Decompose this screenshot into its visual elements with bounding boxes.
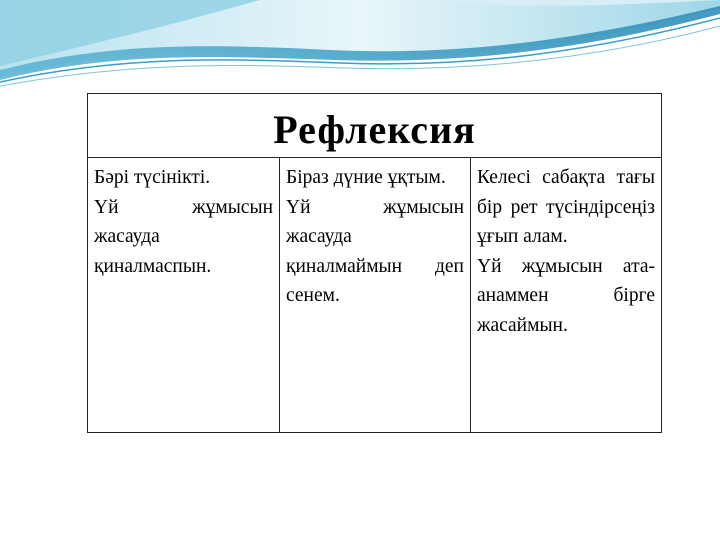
table-cells-row: [88, 158, 661, 432]
cell-text: Келесі сабақта тағы бір рет түсіндірсеңіз ұғып алам.: [477, 167, 655, 247]
cell-text: Бәрі түсінікті.: [94, 167, 211, 188]
reflection-table: [87, 93, 662, 433]
decorative-wave-header: [0, 0, 720, 90]
cell-text: Үй жұмысын жасауда қиналмаймын деп сенем.: [286, 196, 464, 306]
table-cell-understood: [88, 158, 279, 432]
table-cell-need-explanation: [470, 158, 661, 432]
table-cell-partially-understood: [279, 158, 470, 432]
cell-text: Үй жұмысын ата-анаммен бірге жасаймын.: [477, 255, 655, 336]
cell-text: Біраз дүние ұқтым.: [286, 167, 446, 188]
cell-text: Үй жұмысын жасауда қиналмаспын.: [94, 196, 273, 277]
table-title-row: [88, 94, 661, 158]
table-title: Рефлексия: [273, 107, 476, 152]
